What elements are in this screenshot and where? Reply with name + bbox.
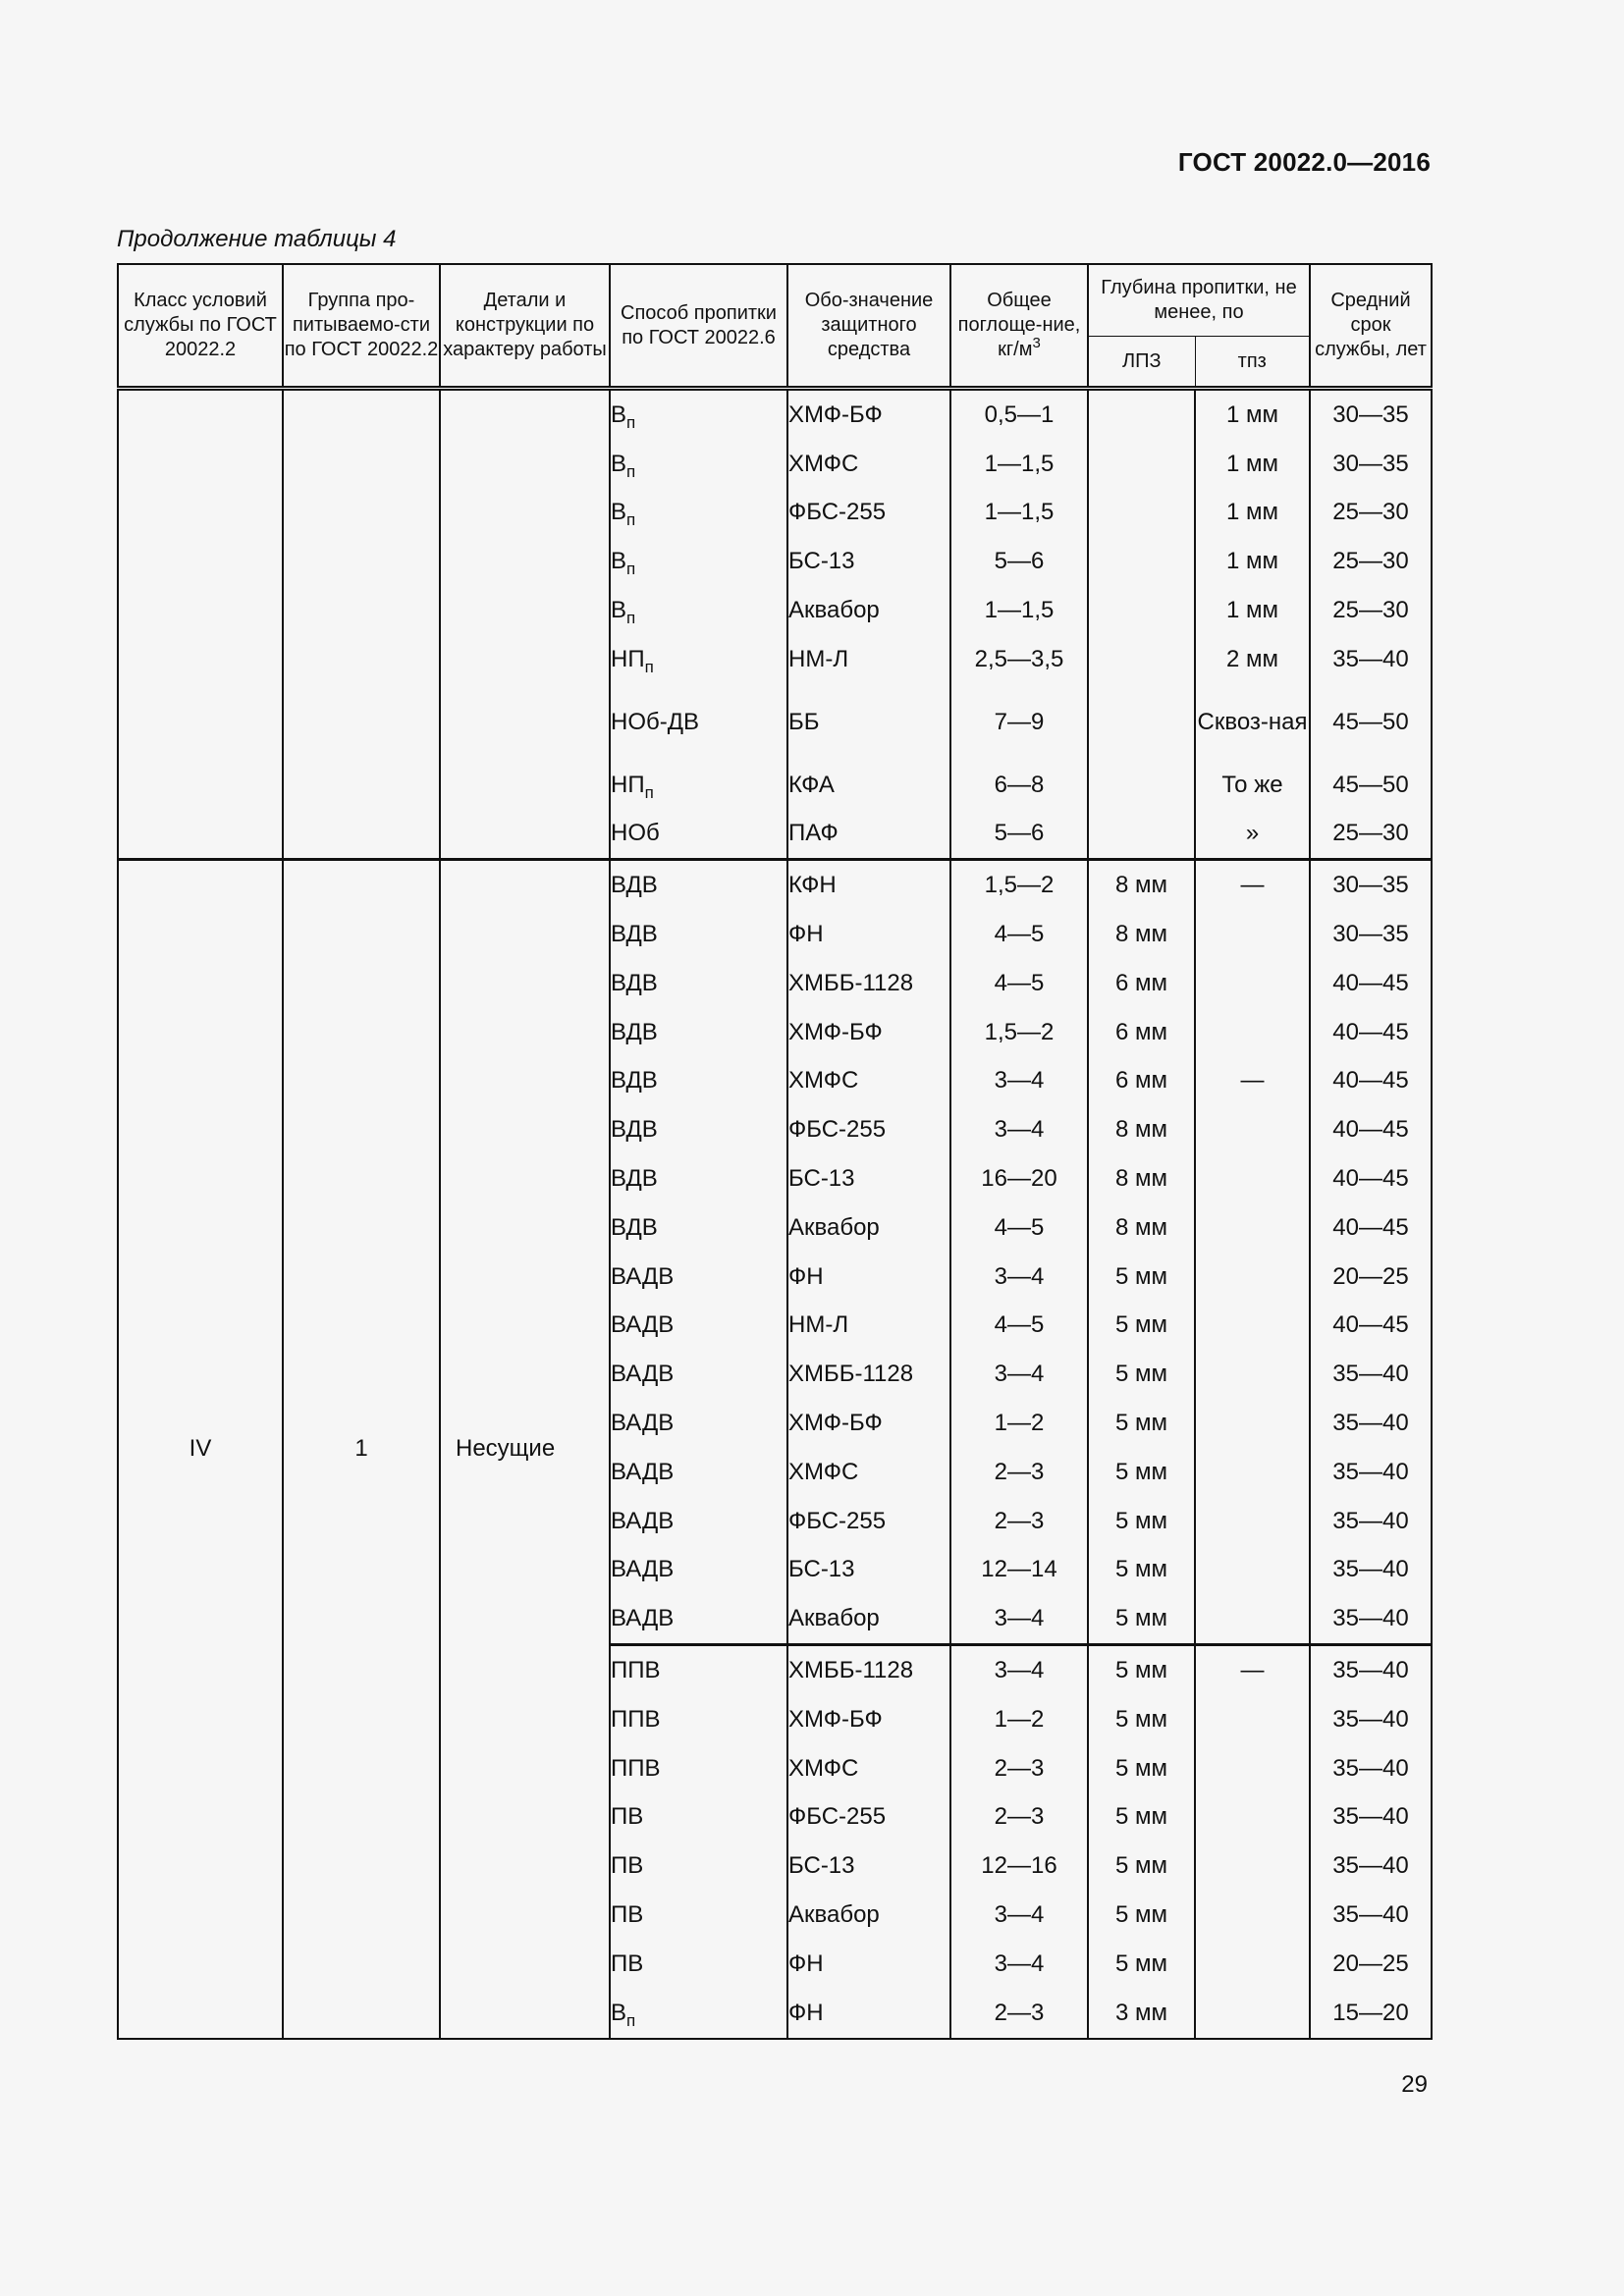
service-life-cell: 30—35 <box>1310 440 1432 489</box>
method-cell <box>610 1842 787 1891</box>
method-code: В <box>611 1999 627 2026</box>
absorption-cell: 1—1,5 <box>950 489 1088 538</box>
tpz-depth-cell <box>1195 1203 1310 1253</box>
table-body <box>118 389 1432 2039</box>
method-code: ВАДВ <box>611 1507 675 1534</box>
designation-cell: БС-13 <box>787 1842 950 1891</box>
method-cell <box>610 1546 787 1595</box>
lpz-depth-cell: 8 мм <box>1088 860 1195 910</box>
service-life-cell: 35—40 <box>1310 1645 1432 1695</box>
tpz-depth-cell: 1 мм <box>1195 489 1310 538</box>
method-cell <box>610 635 787 684</box>
absorption-cell: 2,5—3,5 <box>950 635 1088 684</box>
designation-cell: НМ-Л <box>787 1302 950 1351</box>
method-cell <box>610 761 787 810</box>
absorption-cell: 7—9 <box>950 684 1088 761</box>
method-subscript: п <box>644 657 654 676</box>
method-cell <box>610 489 787 538</box>
designation-cell: ХМФС <box>787 1448 950 1497</box>
designation-cell: ХМФС <box>787 1057 950 1106</box>
designation-cell: БС-13 <box>787 1154 950 1203</box>
table-header <box>118 264 1432 389</box>
designation-cell: БС-13 <box>787 1546 950 1595</box>
lpz-depth-cell: 8 мм <box>1088 1105 1195 1154</box>
method-cell <box>610 1891 787 1940</box>
service-life-cell: 25—30 <box>1310 586 1432 635</box>
service-life-cell: 45—50 <box>1310 761 1432 810</box>
service-life-cell: 30—35 <box>1310 389 1432 440</box>
service-life-cell: 35—40 <box>1310 1891 1432 1940</box>
designation-cell: ФН <box>787 1989 950 2039</box>
table-caption: Продолжение таблицы 4 <box>117 226 397 252</box>
absorption-cell: 3—4 <box>950 1253 1088 1302</box>
lpz-depth-cell: 5 мм <box>1088 1645 1195 1695</box>
absorption-cell: 3—4 <box>950 1645 1088 1695</box>
lpz-depth-cell: 5 мм <box>1088 1594 1195 1644</box>
designation-cell: ФН <box>787 1253 950 1302</box>
tpz-depth-cell: 1 мм <box>1195 586 1310 635</box>
designation-cell: ФБС-255 <box>787 1793 950 1842</box>
absorption-cell: 6—8 <box>950 761 1088 810</box>
service-life-cell: 15—20 <box>1310 1989 1432 2039</box>
col-header-group: Группа про-питываемо-сти по ГОСТ 20022.2 <box>283 264 440 389</box>
lpz-depth-cell: 5 мм <box>1088 1497 1195 1546</box>
lpz-depth-cell <box>1088 635 1195 684</box>
service-life-cell: 35—40 <box>1310 1695 1432 1744</box>
lpz-depth-cell <box>1088 810 1195 860</box>
method-code: ВДВ <box>611 1213 658 1241</box>
method-cell <box>610 810 787 860</box>
col-header-class: Класс условий службы по ГОСТ 20022.2 <box>118 264 283 389</box>
lpz-depth-cell: 5 мм <box>1088 1253 1195 1302</box>
lpz-depth-cell <box>1088 684 1195 761</box>
absorption-cell: 3—4 <box>950 1940 1088 1989</box>
tpz-depth-cell <box>1195 1448 1310 1497</box>
service-life-cell: 40—45 <box>1310 1302 1432 1351</box>
method-code: НП <box>611 645 645 672</box>
tpz-depth-cell: То же <box>1195 761 1310 810</box>
lpz-depth-cell: 6 мм <box>1088 1057 1195 1106</box>
designation-cell: ФБС-255 <box>787 489 950 538</box>
lpz-depth-cell: 5 мм <box>1088 1891 1195 1940</box>
designation-cell: Аквабор <box>787 1594 950 1644</box>
method-cell <box>610 389 787 440</box>
service-life-cell: 35—40 <box>1310 1594 1432 1644</box>
method-subscript: п <box>626 2010 636 2030</box>
method-subscript: п <box>644 782 654 802</box>
tpz-depth-cell: » <box>1195 810 1310 860</box>
method-code: В <box>611 597 627 624</box>
impregnation-table <box>117 263 1433 2040</box>
method-code: ВАДВ <box>611 1262 675 1290</box>
absorption-label: Общее поглоще-ние, кг/м <box>957 290 1081 360</box>
lpz-depth-cell: 6 мм <box>1088 959 1195 1008</box>
method-code: ВДВ <box>611 1165 658 1193</box>
lpz-depth-cell <box>1088 586 1195 635</box>
absorption-cell: 1—2 <box>950 1399 1088 1448</box>
absorption-cell: 1—2 <box>950 1695 1088 1744</box>
lpz-depth-cell: 8 мм <box>1088 910 1195 959</box>
method-cell <box>610 1793 787 1842</box>
method-code: ВДВ <box>611 969 658 996</box>
method-subscript: п <box>626 461 636 481</box>
designation-cell: ХМФ-БФ <box>787 389 950 440</box>
table-row <box>118 860 1432 910</box>
service-life-cell: 25—30 <box>1310 810 1432 860</box>
absorption-cell: 16—20 <box>950 1154 1088 1203</box>
document-code: ГОСТ 20022.0—2016 <box>1177 147 1431 177</box>
method-cell <box>610 440 787 489</box>
method-cell <box>610 1645 787 1695</box>
absorption-cell: 2—3 <box>950 1793 1088 1842</box>
absorption-cell: 2—3 <box>950 1744 1088 1793</box>
col-header-lpz: ЛПЗ <box>1088 337 1195 389</box>
lpz-depth-cell: 5 мм <box>1088 1448 1195 1497</box>
tpz-depth-cell <box>1195 1891 1310 1940</box>
service-life-cell: 30—35 <box>1310 860 1432 910</box>
method-cell <box>610 1302 787 1351</box>
method-subscript: п <box>626 412 636 432</box>
lpz-depth-cell <box>1088 440 1195 489</box>
service-life-cell: 35—40 <box>1310 1842 1432 1891</box>
designation-cell: ББ <box>787 684 950 761</box>
absorption-cell: 4—5 <box>950 1203 1088 1253</box>
service-life-cell: 30—35 <box>1310 910 1432 959</box>
absorption-unit-exponent: 3 <box>1032 335 1041 351</box>
tpz-depth-cell <box>1195 1546 1310 1595</box>
tpz-depth-cell: 1 мм <box>1195 389 1310 440</box>
absorption-cell: 3—4 <box>950 1594 1088 1644</box>
service-life-cell: 35—40 <box>1310 1546 1432 1595</box>
designation-cell: ХМББ-1128 <box>787 1645 950 1695</box>
service-life-cell: 45—50 <box>1310 684 1432 761</box>
col-header-designation: Обо-значение защитного средства <box>787 264 950 389</box>
tpz-depth-cell <box>1195 1842 1310 1891</box>
table-row <box>118 389 1432 440</box>
tpz-depth-cell <box>1195 1497 1310 1546</box>
lpz-depth-cell <box>1088 489 1195 538</box>
service-life-cell: 25—30 <box>1310 489 1432 538</box>
method-cell <box>610 1744 787 1793</box>
method-subscript: п <box>626 609 636 628</box>
service-life-cell: 35—40 <box>1310 1744 1432 1793</box>
service-life-cell: 40—45 <box>1310 1154 1432 1203</box>
method-code: НОб <box>611 820 660 847</box>
absorption-cell: 12—14 <box>950 1546 1088 1595</box>
method-code: В <box>611 400 627 428</box>
method-cell <box>610 1497 787 1546</box>
lpz-depth-cell: 5 мм <box>1088 1940 1195 1989</box>
absorption-cell: 2—3 <box>950 1448 1088 1497</box>
service-life-cell: 35—40 <box>1310 1793 1432 1842</box>
designation-cell: БС-13 <box>787 537 950 586</box>
lpz-depth-cell: 5 мм <box>1088 1744 1195 1793</box>
page-number: 29 <box>1401 2071 1428 2098</box>
designation-cell: КФА <box>787 761 950 810</box>
method-code: ВДВ <box>611 1018 658 1045</box>
method-code: В <box>611 450 627 477</box>
method-cell <box>610 1203 787 1253</box>
method-cell <box>610 1448 787 1497</box>
designation-cell: ХМББ-1128 <box>787 1350 950 1399</box>
lpz-depth-cell: 8 мм <box>1088 1203 1195 1253</box>
method-code: В <box>611 499 627 526</box>
method-code: ВАДВ <box>611 1311 675 1339</box>
designation-cell: ФН <box>787 1940 950 1989</box>
absorption-cell: 1—1,5 <box>950 586 1088 635</box>
details-cell <box>440 389 610 860</box>
method-code: ВАДВ <box>611 1410 675 1437</box>
tpz-depth-cell: — <box>1195 1645 1310 1695</box>
group-cell <box>283 389 440 860</box>
tpz-depth-cell: Сквоз-ная <box>1195 684 1310 761</box>
absorption-cell: 5—6 <box>950 810 1088 860</box>
absorption-cell: 3—4 <box>950 1350 1088 1399</box>
method-cell <box>610 959 787 1008</box>
absorption-cell: 3—4 <box>950 1891 1088 1940</box>
service-life-cell: 35—40 <box>1310 635 1432 684</box>
designation-cell: ХМФС <box>787 440 950 489</box>
tpz-depth-cell <box>1195 910 1310 959</box>
method-cell <box>610 1594 787 1644</box>
col-header-absorption <box>950 264 1088 389</box>
absorption-cell: 12—16 <box>950 1842 1088 1891</box>
details-cell: Несущие <box>440 860 610 2039</box>
method-code: В <box>611 548 627 575</box>
method-code: ПВ <box>611 1852 644 1880</box>
tpz-depth-cell <box>1195 1105 1310 1154</box>
method-cell <box>610 1154 787 1203</box>
method-code: ВАДВ <box>611 1458 675 1485</box>
tpz-depth-cell <box>1195 959 1310 1008</box>
designation-cell: Аквабор <box>787 1891 950 1940</box>
service-life-cell: 35—40 <box>1310 1497 1432 1546</box>
method-code: ВАДВ <box>611 1605 675 1632</box>
method-code: ВАДВ <box>611 1556 675 1583</box>
col-header-details: Детали и конструкции по характеру работы <box>440 264 610 389</box>
method-cell <box>610 1399 787 1448</box>
lpz-depth-cell: 5 мм <box>1088 1350 1195 1399</box>
method-code: ВДВ <box>611 1116 658 1144</box>
method-subscript: п <box>626 510 636 530</box>
method-subscript: п <box>626 560 636 579</box>
method-code: ППВ <box>611 1754 661 1782</box>
lpz-depth-cell: 5 мм <box>1088 1695 1195 1744</box>
lpz-depth-cell: 5 мм <box>1088 1546 1195 1595</box>
designation-cell: ХМФ-БФ <box>787 1399 950 1448</box>
absorption-cell: 1,5—2 <box>950 860 1088 910</box>
lpz-depth-cell: 5 мм <box>1088 1302 1195 1351</box>
method-cell <box>610 1695 787 1744</box>
absorption-cell: 1—1,5 <box>950 440 1088 489</box>
tpz-depth-cell <box>1195 1008 1310 1057</box>
method-code: ПВ <box>611 1803 644 1831</box>
service-life-cell: 35—40 <box>1310 1448 1432 1497</box>
tpz-depth-cell <box>1195 1744 1310 1793</box>
designation-cell: ХМФ-БФ <box>787 1695 950 1744</box>
method-code: ВДВ <box>611 872 658 899</box>
class-cell: IV <box>118 860 283 2039</box>
method-code: ППВ <box>611 1657 661 1684</box>
service-life-cell: 40—45 <box>1310 1203 1432 1253</box>
tpz-depth-cell: — <box>1195 1057 1310 1106</box>
method-code: ПВ <box>611 1949 644 1977</box>
service-life-cell: 25—30 <box>1310 537 1432 586</box>
designation-cell: ХМББ-1128 <box>787 959 950 1008</box>
tpz-depth-cell <box>1195 1989 1310 2039</box>
tpz-depth-cell <box>1195 1399 1310 1448</box>
service-life-cell: 40—45 <box>1310 1105 1432 1154</box>
method-cell <box>610 1057 787 1106</box>
service-life-cell: 35—40 <box>1310 1399 1432 1448</box>
lpz-depth-cell: 5 мм <box>1088 1793 1195 1842</box>
designation-cell: КФН <box>787 860 950 910</box>
absorption-cell: 4—5 <box>950 910 1088 959</box>
designation-cell: ФН <box>787 910 950 959</box>
designation-cell: ХМФ-БФ <box>787 1008 950 1057</box>
method-cell <box>610 1105 787 1154</box>
tpz-depth-cell <box>1195 1154 1310 1203</box>
method-cell <box>610 537 787 586</box>
method-cell <box>610 1253 787 1302</box>
tpz-depth-cell: 2 мм <box>1195 635 1310 684</box>
method-code: ПВ <box>611 1901 644 1928</box>
lpz-depth-cell: 8 мм <box>1088 1154 1195 1203</box>
tpz-depth-cell <box>1195 1253 1310 1302</box>
tpz-depth-cell <box>1195 1350 1310 1399</box>
method-code: ППВ <box>611 1705 661 1733</box>
col-header-depth: Глубина пропитки, не менее, по <box>1088 264 1310 337</box>
designation-cell: Аквабор <box>787 586 950 635</box>
designation-cell: ХМФС <box>787 1744 950 1793</box>
method-cell <box>610 1989 787 2039</box>
lpz-depth-cell <box>1088 761 1195 810</box>
absorption-cell: 0,5—1 <box>950 389 1088 440</box>
lpz-depth-cell: 6 мм <box>1088 1008 1195 1057</box>
designation-cell: НМ-Л <box>787 635 950 684</box>
tpz-depth-cell <box>1195 1302 1310 1351</box>
method-code: ВАДВ <box>611 1361 675 1388</box>
absorption-cell: 3—4 <box>950 1057 1088 1106</box>
method-cell <box>610 684 787 761</box>
lpz-depth-cell: 3 мм <box>1088 1989 1195 2039</box>
method-code: НП <box>611 771 645 798</box>
service-life-cell: 20—25 <box>1310 1940 1432 1989</box>
method-cell <box>610 586 787 635</box>
absorption-cell: 2—3 <box>950 1989 1088 2039</box>
col-header-method: Способ пропитки по ГОСТ 20022.6 <box>610 264 787 389</box>
service-life-cell: 20—25 <box>1310 1253 1432 1302</box>
lpz-depth-cell: 5 мм <box>1088 1399 1195 1448</box>
absorption-cell: 2—3 <box>950 1497 1088 1546</box>
tpz-depth-cell: 1 мм <box>1195 537 1310 586</box>
service-life-cell: 40—45 <box>1310 1057 1432 1106</box>
service-life-cell: 40—45 <box>1310 959 1432 1008</box>
method-cell <box>610 860 787 910</box>
method-cell <box>610 1940 787 1989</box>
designation-cell: ФБС-255 <box>787 1105 950 1154</box>
method-cell <box>610 1008 787 1057</box>
designation-cell: ФБС-255 <box>787 1497 950 1546</box>
method-code: ВДВ <box>611 921 658 948</box>
designation-cell: Аквабор <box>787 1203 950 1253</box>
lpz-depth-cell: 5 мм <box>1088 1842 1195 1891</box>
group-cell: 1 <box>283 860 440 2039</box>
col-header-life: Средний срок службы, лет <box>1310 264 1432 389</box>
col-header-tpz: тпз <box>1195 337 1310 389</box>
service-life-cell: 35—40 <box>1310 1350 1432 1399</box>
tpz-depth-cell <box>1195 1793 1310 1842</box>
method-code: ВДВ <box>611 1067 658 1095</box>
absorption-cell: 4—5 <box>950 959 1088 1008</box>
method-cell <box>610 1350 787 1399</box>
class-cell <box>118 389 283 860</box>
designation-cell: ПАФ <box>787 810 950 860</box>
tpz-depth-cell: 1 мм <box>1195 440 1310 489</box>
tpz-depth-cell <box>1195 1594 1310 1644</box>
lpz-depth-cell <box>1088 537 1195 586</box>
tpz-depth-cell: — <box>1195 860 1310 910</box>
tpz-depth-cell <box>1195 1940 1310 1989</box>
method-cell <box>610 910 787 959</box>
absorption-cell: 5—6 <box>950 537 1088 586</box>
lpz-depth-cell <box>1088 389 1195 440</box>
absorption-cell: 4—5 <box>950 1302 1088 1351</box>
absorption-cell: 1,5—2 <box>950 1008 1088 1057</box>
service-life-cell: 40—45 <box>1310 1008 1432 1057</box>
absorption-cell: 3—4 <box>950 1105 1088 1154</box>
tpz-depth-cell <box>1195 1695 1310 1744</box>
method-code: НОб-ДВ <box>611 708 699 735</box>
